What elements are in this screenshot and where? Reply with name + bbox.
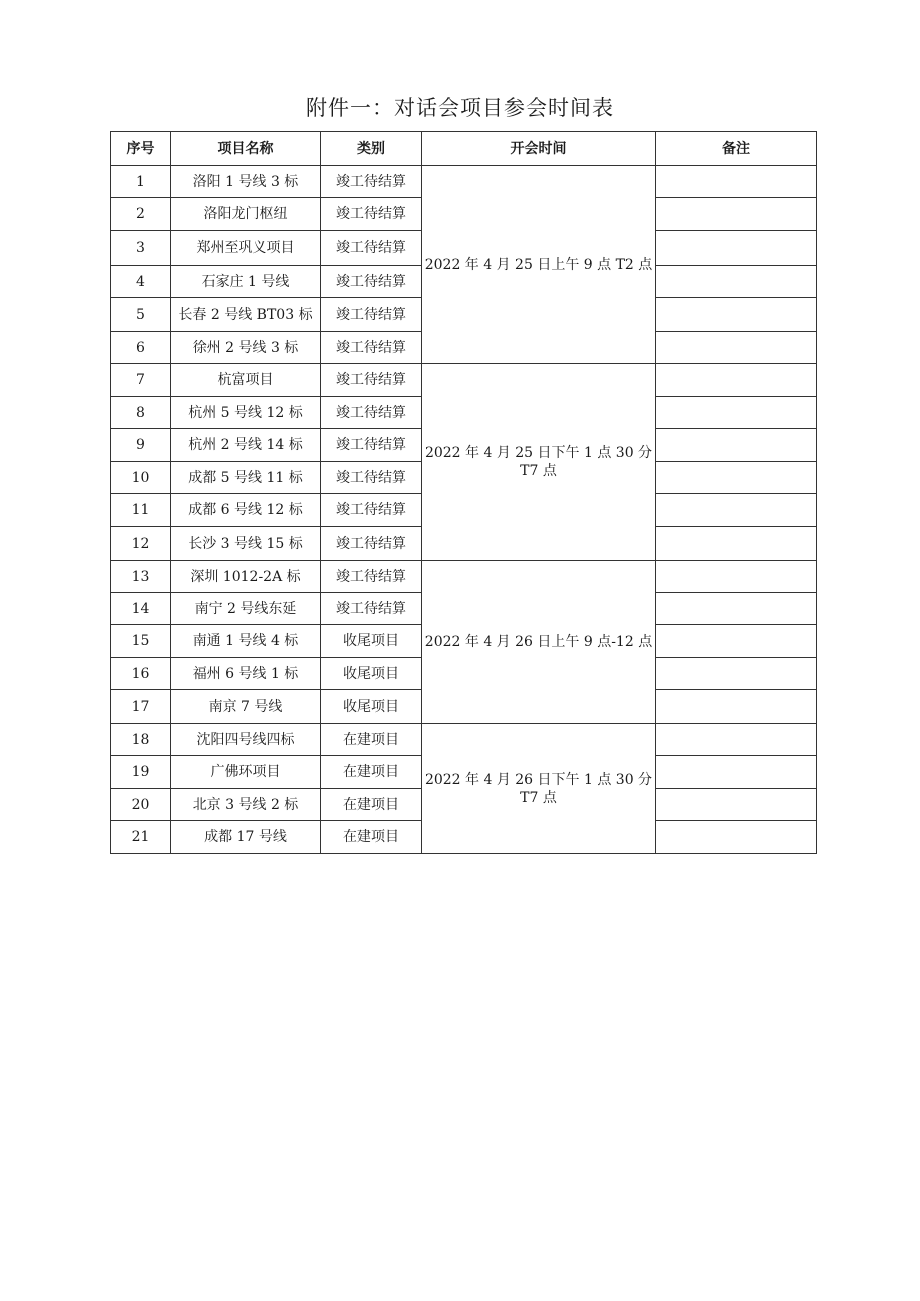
row-index: 7: [111, 364, 171, 397]
meeting-time-cell: 2022 年 4 月 25 日下午 1 点 30 分 T7 点: [422, 364, 656, 561]
row-index: 9: [111, 429, 171, 462]
row-project-name: 南京 7 号线: [171, 690, 321, 724]
row-remark: [656, 429, 817, 462]
header-category: 类别: [321, 132, 422, 166]
schedule-table: [110, 131, 817, 854]
row-project-name: 长春 2 号线 BT03 标: [171, 298, 321, 332]
meeting-time-cell: 2022 年 4 月 25 日上午 9 点 T2 点: [422, 166, 656, 364]
row-remark: [656, 494, 817, 527]
row-project-name: 南通 1 号线 4 标: [171, 625, 321, 658]
row-category: 收尾项目: [321, 690, 422, 724]
row-index: 12: [111, 527, 171, 561]
header-project-name: 项目名称: [171, 132, 321, 166]
row-category: 在建项目: [321, 756, 422, 789]
row-remark: [656, 198, 817, 231]
row-project-name: 成都 5 号线 11 标: [171, 462, 321, 494]
row-category: 竣工待结算: [321, 166, 422, 198]
row-index: 15: [111, 625, 171, 658]
row-index: 19: [111, 756, 171, 789]
row-index: 16: [111, 658, 171, 690]
row-project-name: 洛阳 1 号线 3 标: [171, 166, 321, 198]
row-project-name: 石家庄 1 号线: [171, 266, 321, 298]
row-remark: [656, 756, 817, 789]
row-project-name: 福州 6 号线 1 标: [171, 658, 321, 690]
row-category: 竣工待结算: [321, 561, 422, 593]
row-remark: [656, 658, 817, 690]
row-project-name: 徐州 2 号线 3 标: [171, 332, 321, 364]
row-remark: [656, 298, 817, 332]
row-index: 8: [111, 397, 171, 429]
row-category: 竣工待结算: [321, 397, 422, 429]
row-index: 11: [111, 494, 171, 527]
meeting-time-cell: 2022 年 4 月 26 日上午 9 点-12 点: [422, 561, 656, 724]
header-meeting-time: 开会时间: [422, 132, 656, 166]
table-header-row: [111, 132, 817, 166]
row-category: 在建项目: [321, 789, 422, 821]
row-remark: [656, 724, 817, 756]
row-project-name: 郑州至巩义项目: [171, 231, 321, 266]
row-category: 竣工待结算: [321, 298, 422, 332]
row-remark: [656, 690, 817, 724]
row-project-name: 广佛环项目: [171, 756, 321, 789]
row-remark: [656, 593, 817, 625]
row-category: 竣工待结算: [321, 332, 422, 364]
row-project-name: 深圳 1012-2A 标: [171, 561, 321, 593]
row-index: 10: [111, 462, 171, 494]
table-row: [111, 166, 817, 198]
row-index: 13: [111, 561, 171, 593]
table-row: [111, 364, 817, 397]
table-row: [111, 724, 817, 756]
row-remark: [656, 397, 817, 429]
row-category: 竣工待结算: [321, 494, 422, 527]
row-remark: [656, 231, 817, 266]
row-index: 3: [111, 231, 171, 266]
row-index: 17: [111, 690, 171, 724]
row-category: 竣工待结算: [321, 231, 422, 266]
table-row: [111, 561, 817, 593]
row-index: 1: [111, 166, 171, 198]
row-remark: [656, 625, 817, 658]
row-remark: [656, 166, 817, 198]
row-remark: [656, 527, 817, 561]
row-remark: [656, 332, 817, 364]
table-body: [111, 166, 817, 854]
row-remark: [656, 462, 817, 494]
row-category: 竣工待结算: [321, 198, 422, 231]
row-category: 在建项目: [321, 724, 422, 756]
row-remark: [656, 561, 817, 593]
row-remark: [656, 266, 817, 298]
row-project-name: 杭州 5 号线 12 标: [171, 397, 321, 429]
page-title: 附件一：对话会项目参会时间表: [306, 96, 614, 120]
row-project-name: 成都 17 号线: [171, 821, 321, 854]
row-project-name: 洛阳龙门枢纽: [171, 198, 321, 231]
row-remark: [656, 789, 817, 821]
row-category: 竣工待结算: [321, 429, 422, 462]
row-category: 竣工待结算: [321, 364, 422, 397]
row-project-name: 北京 3 号线 2 标: [171, 789, 321, 821]
row-index: 18: [111, 724, 171, 756]
row-index: 14: [111, 593, 171, 625]
row-category: 竣工待结算: [321, 593, 422, 625]
row-category: 在建项目: [321, 821, 422, 854]
row-category: 竣工待结算: [321, 527, 422, 561]
row-index: 5: [111, 298, 171, 332]
row-index: 21: [111, 821, 171, 854]
row-index: 2: [111, 198, 171, 231]
row-remark: [656, 364, 817, 397]
row-project-name: 沈阳四号线四标: [171, 724, 321, 756]
row-index: 6: [111, 332, 171, 364]
row-index: 20: [111, 789, 171, 821]
meeting-time-cell: 2022 年 4 月 26 日下午 1 点 30 分 T7 点: [422, 724, 656, 854]
row-project-name: 成都 6 号线 12 标: [171, 494, 321, 527]
row-category: 竣工待结算: [321, 462, 422, 494]
row-project-name: 杭富项目: [171, 364, 321, 397]
row-category: 收尾项目: [321, 625, 422, 658]
row-category: 竣工待结算: [321, 266, 422, 298]
row-project-name: 南宁 2 号线东延: [171, 593, 321, 625]
header-index: 序号: [111, 132, 171, 166]
row-index: 4: [111, 266, 171, 298]
row-project-name: 长沙 3 号线 15 标: [171, 527, 321, 561]
row-project-name: 杭州 2 号线 14 标: [171, 429, 321, 462]
row-category: 收尾项目: [321, 658, 422, 690]
row-remark: [656, 821, 817, 854]
header-remark: 备注: [656, 132, 817, 166]
